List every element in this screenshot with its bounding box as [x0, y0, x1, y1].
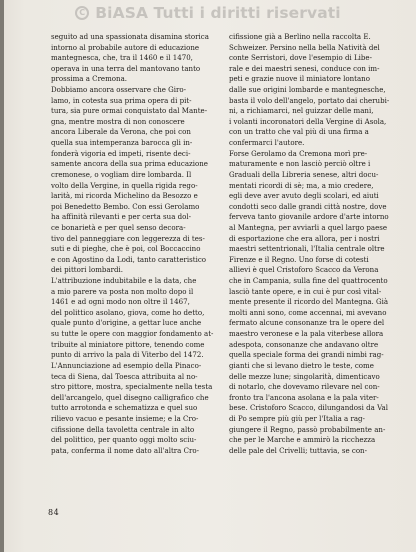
- text-line: molti anni sono, come accennai, mi avevano: [229, 307, 387, 317]
- text-line: rale e dei maestri senesi, conduce con im-: [229, 63, 380, 73]
- text-line: ce bonarietà e per quel senso decora-: [51, 222, 186, 232]
- text-line: ancora Liberale da Verona, che poi con: [51, 127, 191, 137]
- text-line: dell'arcangelo, quel disegno calligrafico che: [51, 392, 209, 402]
- text-line: 1461 e ad ogni modo non oltre il 1467,: [51, 297, 190, 307]
- text-line: intorno al probabile autore di educazione: [51, 42, 200, 52]
- text-line: ha affinità rilevanti e per certa sua dol-: [51, 212, 192, 222]
- text-line: rilievo vacuo e pesante insieme; e la Cro-: [51, 413, 199, 423]
- text-line: operava in una terra del mantovano tanto: [51, 63, 201, 73]
- text-line: pata, conferma il nome dato all'altra Cro-: [51, 445, 199, 455]
- text-line: del polittico asolano, giova, come ho detto,: [51, 307, 205, 317]
- text-line: fonderà vigoria ed impeti, risente deci-: [51, 148, 191, 158]
- text-line: punto di arrivo la pala di Viterbo del 1472.: [51, 350, 204, 360]
- text-line: cremonese, o vogliam dire lombarda. Il: [51, 169, 192, 179]
- text-line: Graduali della Libreria senese, altri docu-: [229, 169, 379, 179]
- text-line: Dobbiamo ancora osservare che Giro-: [51, 85, 187, 95]
- text-line: tivo del panneggiare con leggerezza di tes-: [51, 233, 205, 243]
- text-line: suti e di pieghe, che è poi, col Boccaccino: [51, 244, 201, 254]
- text-line: condotti seco dalle grandi città nostre, dove: [229, 201, 387, 211]
- text-line: giungere il Regno, passò probabilmente an-: [229, 424, 386, 434]
- text-line: allievi è quel Cristoforo Scacco da Verona: [229, 265, 379, 275]
- text-line: maestri settentrionali, l'Italia centrale oltre: [229, 244, 385, 254]
- text-line: fronto tra l'ancona asolana e la pala viter-: [229, 392, 379, 402]
- text-line: di Po sempre più giù per l'Italia a rag-: [229, 413, 365, 423]
- text-line: con un tratto che val più di una firma a: [229, 127, 369, 137]
- text-line: di notarlo, che dovevamo rilevare nel con-: [229, 382, 380, 392]
- text-line: gna, mentre mostra di non conoscere: [51, 116, 185, 126]
- text-line: L'Annunciazione ad esempio della Pinaco-: [51, 360, 202, 370]
- watermark: [0, 2, 416, 24]
- watermark-text: BiASA Tutti i diritti riservati: [95, 4, 341, 22]
- text-line: delle mezze lune; singolarità, dimenticavo: [229, 371, 380, 381]
- text-line: i volanti incoronatori della Vergine di Asola,: [229, 116, 387, 126]
- text-line: mente presente il ricordo del Mantegna. Già: [229, 297, 389, 307]
- text-line: e con Agostino da Lodi, tanto caratteristico: [51, 254, 207, 264]
- text-line: Firenze e il Regno. Uno forse di cotesti: [229, 254, 369, 264]
- left-text-column: [51, 32, 221, 456]
- text-line: L'attribuzione indubitabile e la data, che: [51, 276, 197, 286]
- text-line: quella speciale forma dei grandi nimbi rag-: [229, 350, 384, 360]
- text-line: lamo, in cotesta sua prima opera di pit-: [51, 95, 192, 105]
- text-line: bese. Cristoforo Scacco, dilungandosi da Val: [229, 403, 389, 413]
- text-line: quale punto d'origine, a gettar luce anche: [51, 318, 202, 328]
- text-line: tribuite al miniatore pittore, tenendo come: [51, 339, 205, 349]
- text-line: delle pale del Crivelli; tuttavia, se con-: [229, 445, 367, 455]
- text-line: che in Campania, sulla fine del quattrocento: [229, 276, 388, 286]
- text-line: mantegnesca, che, tra il 1460 e il 1470,: [51, 53, 193, 63]
- text-line: maturamente e non lasciò perciò oltre i: [229, 159, 371, 169]
- text-line: ni, a richiamarci, nel guizzar delle mani,: [229, 106, 374, 116]
- text-line: conte Serristori, dove l'esempio di Libe-: [229, 53, 372, 63]
- right-text-column: [229, 32, 399, 456]
- text-line: lasciò tante opere, e in cui è pur così vital-: [229, 286, 382, 296]
- text-line: volto della Vergine, in quella rigida rego-: [51, 180, 198, 190]
- text-line: confermarci l'autore.: [229, 138, 305, 148]
- text-line: egli deve aver avuto degli scolari, ed aiuti: [229, 191, 379, 201]
- text-line: peti e grazie nuove il miniatore lontano: [229, 74, 370, 84]
- text-line: fermato alcune consonanze tra le opere del: [229, 318, 385, 328]
- text-line: tura, sia pure ormai conquistato dal Mante-: [51, 106, 208, 116]
- text-line: del polittico, per quanto oggi molto sciu-: [51, 435, 197, 445]
- text-line: gianti che si levano dietro le teste, come: [229, 360, 374, 370]
- text-line: basta il volo dell'angelo, portato dai cherubi-: [229, 95, 390, 105]
- text-line: cifissione già a Berlino nella raccolta E.: [229, 32, 371, 41]
- page-number: 84: [48, 508, 60, 517]
- text-line: larità, mi ricorda Michelino da Besozzo e: [51, 191, 198, 201]
- text-line: al Mantegna, per avviarli a quel largo paese: [229, 222, 388, 232]
- text-line: stro pittore, mostra, specialmente nella testa: [51, 382, 213, 392]
- text-line: mentati ricordi di sè; ma, a mio credere,: [229, 180, 374, 190]
- text-line: quella sua intemperanza barocca gli in-: [51, 138, 193, 148]
- text-line: cifissione della tavoletta centrale in alto: [51, 424, 195, 434]
- text-line: su tutte le opere con maggior fondamento at-: [51, 329, 214, 339]
- text-line: Forse Gerolamo da Cremona morì pre-: [229, 148, 368, 158]
- text-line: Schweizer. Persino nella bella Natività del: [229, 42, 380, 52]
- text-line: poi Benedetto Bembo. Con essi Gerolamo: [51, 201, 200, 211]
- text-line: teca di Siena, dal Toesca attribuita al no-: [51, 371, 198, 381]
- text-line: adespota, consonanze che andavano oltre: [229, 339, 379, 349]
- text-line: samente ancora della sua prima educazione: [51, 159, 208, 169]
- text-line: ferveva tanto giovanile ardore d'arte intorno: [229, 212, 389, 222]
- text-line: tutto arrotonda e schematizza e quel suo: [51, 403, 198, 413]
- text-line: dalle sue origini lombarde e mantegnesche,: [229, 85, 386, 95]
- text-line: prossima a Cremona.: [51, 74, 128, 84]
- book-spine-shadow: [0, 0, 4, 552]
- text-line: a mio parere va posta non molto dopo il: [51, 286, 194, 296]
- text-line: che per le Marche e ammirò la ricchezza: [229, 435, 376, 445]
- text-line: seguito ad una spassionata disamina storica: [51, 32, 209, 41]
- text-line: dei pittori lombardi.: [51, 265, 123, 275]
- text-line: maestro veronese e la pala viterbese allora: [229, 329, 384, 339]
- text-line: di esportazione che era allora, per i nostri: [229, 233, 380, 243]
- copyright-icon: C: [75, 6, 89, 20]
